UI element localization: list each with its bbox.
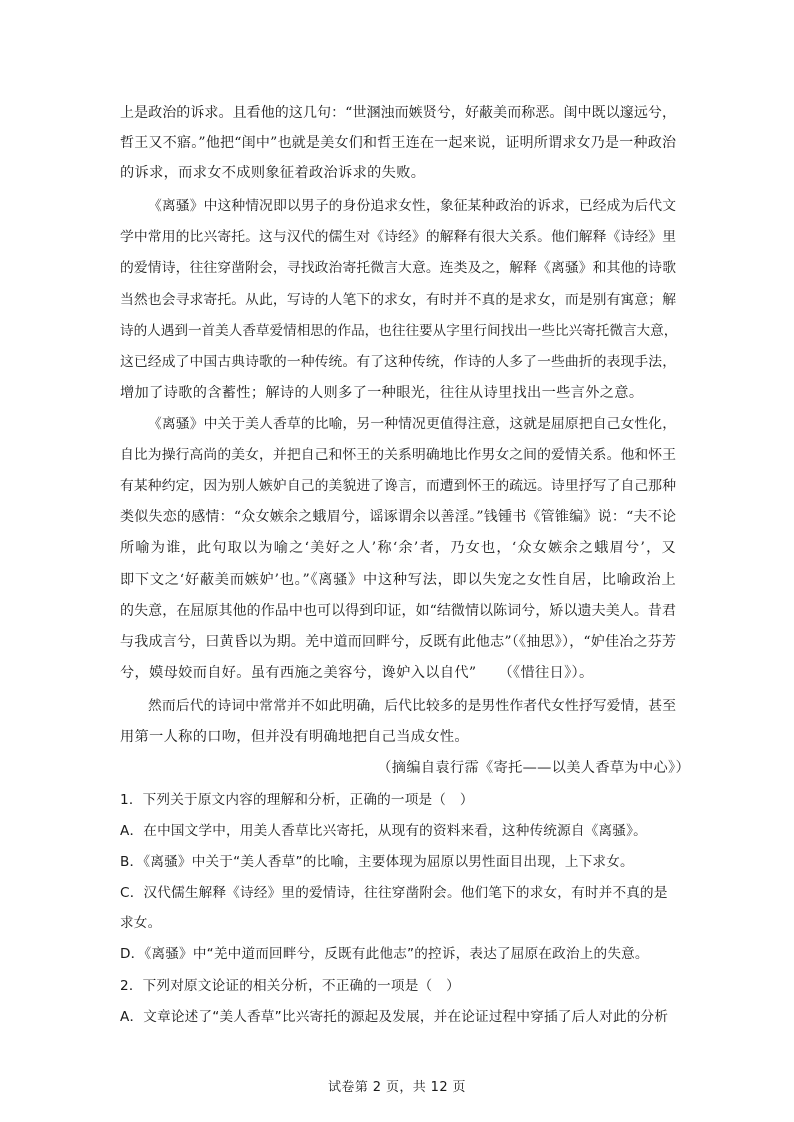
- passage-line: 诗的人遇到一首美人香草爱情相思的作品，也往往要从字里行间找出一些比兴寄托微言大意，: [120, 323, 678, 339]
- passage-line: 的失意，在屈原其他的作品中也可以得到印证，如“结微情以陈词兮，矫以遗夫美人。昔君: [120, 603, 676, 619]
- passage-line: 哲王又不寤。”他把“闺中”也就是美女们和哲王连在一起来说，证明所谓求女乃是一种政治: [120, 135, 676, 151]
- page-footer: 试卷第 2 页，共 12 页: [328, 1080, 466, 1095]
- passage-line: 《离骚》中关于美人香草的比喻，另一种情况更值得注意，这就是屈原把自己女性化，: [148, 416, 676, 432]
- passage-line: 的爱情诗，往往穿凿附会，寻找政治寄托微言大意。连类及之，解释《离骚》和其他的诗歌: [120, 260, 676, 276]
- question-1-option-a: A．在中国文学中，用美人香草比兴寄托，从现有的资料来看，这种传统源自《离骚》。: [120, 823, 647, 839]
- passage-line: 自比为操行高尚的美女，并把自己和怀王的关系明确地比作男女之间的爱情关系。他和怀王: [120, 447, 676, 463]
- passage-line: 这已经成了中国古典诗歌的一种传统。有了这种传统，作诗的人多了一些曲折的表现手法，: [120, 354, 676, 370]
- passage-line: 《离骚》中这种情况即以男子的身份追求女性，象征某种政治的诉求，已经成为后代文: [148, 198, 676, 214]
- passage-line: 上是政治的诉求。且看他的这几句：“世溷浊而嫉贤兮，好蔽美而称恶。闺中既以邃远兮，: [120, 105, 676, 121]
- passage-source: （摘编自袁行霈《寄托——以美人香草为中心》）: [377, 760, 690, 776]
- passage-line: 与我成言兮，曰黄昏以为期。羌中道而回畔兮，反既有此他志”（《抽思》），“妒佳冶之芬芳: [120, 634, 676, 650]
- passage-line: 有某种约定，因为别人嫉妒自己的美貌进了谗言，而遭到怀王的疏远。诗里抒写了自己那种: [120, 478, 676, 494]
- passage-line: 的诉求，而求女不成则象征着政治诉求的失败。: [120, 165, 426, 181]
- passage-line: 用第一人称的口吻，但并没有明确地把自己当成女性。: [120, 729, 469, 745]
- question-2-option-a: A．文章论述了“美人香草”比兴寄托的源起及发展，并在论证过程中穿插了后人对此的分析: [120, 1009, 669, 1025]
- passage-line: 即下文之‘好蔽美而嫉妒’也。”《离骚》中这种写法，即以失宠之女性自居，比喻政治上: [120, 572, 676, 588]
- passage-line: 当然也会寻求寄托。从此，写诗的人笔下的求女，有时并不真的是求女，而是别有寓意；解: [120, 292, 676, 308]
- passage-line: 兮，嫫母姣而自好。虽有西施之美容兮，谗妒入以自代” （《惜往日》）。: [120, 665, 594, 681]
- question-1-option-c-cont: 求女。: [120, 915, 162, 931]
- question-2-stem: 2．下列对原文论证的相关分析，不正确的一项是（ ）: [120, 978, 460, 994]
- passage-line: 增加了诗歌的含蓄性；解诗的人则多了一种眼光，往往从诗里找出一些言外之意。: [120, 385, 644, 401]
- passage-line: 所喻为谁，此句取以为喻之‘美好之人’称‘余’者，乃女也，‘众女嫉余之蛾眉兮’，又: [120, 540, 676, 556]
- passage-line: 学中常用的比兴寄托。这与汉代的儒生对《诗经》的解释有很大关系。他们解释《诗经》里: [120, 229, 676, 245]
- question-1-option-b: B．《离骚》中关于“美人香草”的比喻，主要体现为屈原以男性面目出现，上下求女。: [120, 854, 634, 870]
- question-1-option-c: C．汉代儒生解释《诗经》里的爱情诗，往往穿凿附会。他们笔下的求女，有时并不真的是: [120, 885, 668, 901]
- question-1-stem: 1．下列关于原文内容的理解和分析，正确的一项是（ ）: [120, 792, 474, 808]
- passage-line: 类似失恋的感情：“众女嫉余之蛾眉兮，谣诼谓余以善淫。”钱锺书《管锥编》说：“夫不论: [120, 509, 676, 525]
- question-1-option-d: D．《离骚》中“羌中道而回畔兮，反既有此他志”的控诉，表达了屈原在政治上的失意。: [120, 946, 649, 962]
- passage-line: 然而后代的诗词中常常并不如此明确，后代比较多的是男性作者代女性抒写爱情，甚至: [148, 698, 676, 714]
